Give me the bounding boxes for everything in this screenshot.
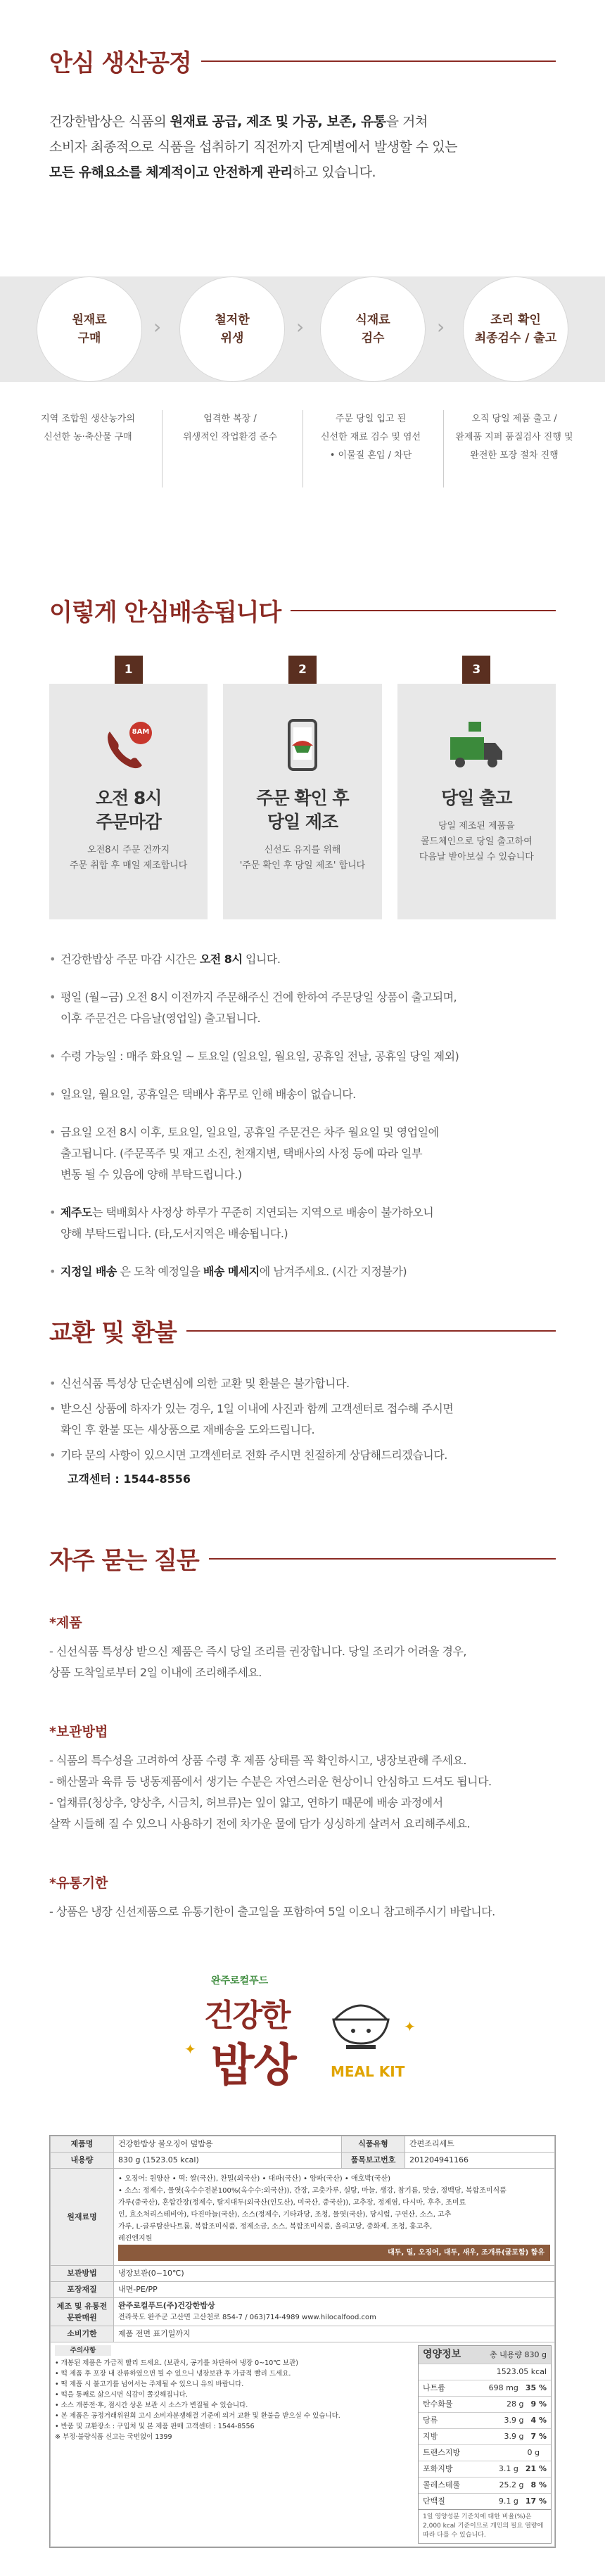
stage-desc-2: 엄격한 복장 / 위생적인 작업환경 준수 xyxy=(183,414,277,442)
faq-heading: *유통기한 xyxy=(49,1875,108,1891)
stage-circle-3: 식재료 검수 xyxy=(320,276,426,382)
faq-storage xyxy=(0,1721,605,1835)
stage-circle-4: 조리 확인 최종검수 / 출고 xyxy=(463,276,568,382)
sparkle-icon: ✦ xyxy=(184,2041,196,2058)
divider xyxy=(162,410,163,487)
nutrition-row: 트랜스지방 0 g xyxy=(419,2444,551,2461)
logo-top-text: 완주로컬푸드 xyxy=(211,1975,269,1987)
label-value: 간편조리세트 xyxy=(405,2136,554,2153)
refund-section xyxy=(0,1313,605,1348)
faq-heading: *제품 xyxy=(49,1615,82,1631)
stage-circle-1: 원재료 구매 xyxy=(37,276,142,382)
nutrition-facts: 영양정보 총 내용량 830 g 1523.05 kcal 나트륨 698 mg 35 % 탄수화물 28 g 9 % 당류 3.9 g 4 % 지방 3.9 g 7 % 트랜스지방 0 g 포화지방 3.1 g 21 % 콜레스테롤 25.2 g 8 % 단백질 9.1 g 17 % 1일 영양성분 기준치에 대한 비율(%)은 2,000 kcal 기준이므로 개인의 필요 열량에 따라 다를 수 있습니다. xyxy=(418,2345,552,2544)
divider xyxy=(201,60,556,62)
delivery-section xyxy=(0,593,605,627)
refund-header xyxy=(49,1313,556,1348)
nutrition-row: 나트륨 698 mg 35 % xyxy=(419,2380,551,2396)
nutrition-row: 탄수화물 28 g 9 % xyxy=(419,2396,551,2412)
label-value: 완주로컬푸드(주)건강한밥상 전라북도 완주군 고산면 고산천로 854-7 / 063)714-4989 www.hilocalfood.com xyxy=(114,2298,555,2326)
production-section xyxy=(0,0,605,185)
list-item: • 평일 (월~금) 오전 8시 이전까지 주문해주신 건에 한하여 주문당일 상품이 출고되며, 이후 주문건은 다음날(영업일) 출고됩니다. xyxy=(49,987,556,1029)
label-value: 건강한밥상 불오징어 덮밥용 xyxy=(114,2136,342,2153)
sparkle-icon: ✦ xyxy=(404,2018,416,2035)
process-diagram xyxy=(0,185,605,579)
clock-badge: 8AM xyxy=(132,728,150,736)
step-desc: 당일 제조된 제품을 콜드체인으로 당일 출고하여 다음날 받아보실 수 있습니다 xyxy=(419,821,534,862)
production-header xyxy=(49,44,556,78)
stage-desc-4: 오직 당일 제품 출고 / 완제품 지퍼 품질검사 진행 및 완전한 포장 절차 진행 xyxy=(455,414,573,461)
step-number: 3 xyxy=(462,656,490,684)
label-value: 830 g (1523.05 kcal) xyxy=(114,2153,342,2169)
delivery-truck-icon xyxy=(445,718,508,774)
step-number: 1 xyxy=(115,656,143,684)
list-item: • 기타 문의 사항이 있으시면 고객센터로 전화 주시면 친절하게 상담해드리겠습니다. xyxy=(49,1445,556,1466)
arrow-icon: › xyxy=(437,315,445,338)
faq-expiry xyxy=(0,1873,605,1923)
faq-header xyxy=(49,1541,556,1576)
divider xyxy=(186,1330,556,1332)
divider xyxy=(302,410,303,487)
stage-desc-3: 주문 당일 입고 된 신선한 재료 검수 및 염선 • 이물질 혼입 / 차단 xyxy=(320,414,421,461)
nutrition-row: 포화지방 3.1 g 21 % xyxy=(419,2461,551,2477)
production-lead: 건강한밥상은 식품의 원재료 공급, 제조 및 가공, 보존, 유통을 거쳐 소비자 최종적으로 식품을 섭취하기 직전까지 단계별에서 발생할 수 있는 모든 유해요소를 체계적이고 안전하게 관리하고 있습니다. xyxy=(49,114,457,180)
step-title: 당일 출고 xyxy=(441,788,512,808)
delivery-notes xyxy=(0,949,605,1282)
delivery-step-1 xyxy=(49,656,208,919)
label-key: 식품유형 xyxy=(341,2136,405,2153)
list-item: • 제주도는 택배회사 사정상 하루가 꾸준히 지연되는 지역으로 배송이 불가하오니 양해 부탁드립니다. (타,도서지역은 배송됩니다.) xyxy=(49,1202,556,1244)
logo-sub: MEAL KIT xyxy=(331,2063,405,2080)
step-title: 주문 확인 후 당일 제조 xyxy=(256,788,349,832)
label-key: 소비기한 xyxy=(51,2326,114,2342)
meal-kit-logo xyxy=(0,1956,605,2111)
customer-center: 고객센터 : 1544-8556 xyxy=(68,1472,191,1486)
mobile-order-icon xyxy=(271,718,334,774)
step-desc: 신선도 유지를 위해 '주문 확인 후 당일 제조' 합니다 xyxy=(239,845,366,871)
label-key: 포장재질 xyxy=(51,2282,114,2298)
logo-main-1: 건강한 xyxy=(204,1998,290,2034)
label-value: 201204941166 xyxy=(405,2153,554,2169)
faq-heading: *보관방법 xyxy=(49,1724,108,1740)
list-item: • 건강한밥상 주문 마감 시간은 오전 8시 입니다. xyxy=(49,949,556,970)
nutrition-row: 단백질 9.1 g 17 % xyxy=(419,2493,551,2509)
delivery-steps xyxy=(0,656,605,919)
label-key: 내용량 xyxy=(51,2153,114,2169)
stage-desc-1: 지역 조합원 생산농가의 신선한 농·축산물 구매 xyxy=(41,414,135,442)
logo-main-2: 밥상 xyxy=(211,2040,295,2092)
product-label xyxy=(49,2135,556,2548)
nutrition-row: 당류 3.9 g 4 % xyxy=(419,2412,551,2428)
list-item: • 받으신 상품에 하자가 있는 경우, 1일 이내에 사진과 함께 고객센터로 접수해 주시면 확인 후 환불 또는 새상품으로 재배송을 도와드립니다. xyxy=(49,1398,556,1441)
divider xyxy=(209,1558,556,1560)
divider xyxy=(443,410,444,487)
allergy-bar: 대두, 밀, 오징어, 대두, 새우, 조개류(굴포함) 함유 xyxy=(118,2245,550,2261)
delivery-step-3 xyxy=(397,656,556,919)
list-item: • 금요일 오전 8시 이후, 토요일, 일요일, 공휴일 주문건은 차주 월요일 및 영업일에 출고됩니다. (주문폭주 및 재고 소진, 천재지변, 택배사의 사정 등에 따라 일부 변동 될 수 있음에 양해 부탁드립니다.) xyxy=(49,1122,556,1185)
ingredients: • 오징어: 원양산 • 떡: 쌀(국산), 찬밀(외국산) • 대파(국산) • 양파(국산) • 애호박(국산) • 소스: 정제수, 물엿(옥수수전분100%(옥수수:외국산)), 간장, 고춧가루, 설탕, 마늘, 생강, 참기름, 맛술, 정백당, 복합조미식품 가루(중국산), 혼합간장(정제수, 탈지대두(외국산(인도산), 미국산, 중국산)), 고추장, 정제염, 다시마, 후추, 조미료 인, 효소처리스테비아), 다진마늘(국산), 소스(정제수, 기타과당, 조청, 물엿(국산), 당시럽, 구연산, 소스, 고추 가루, L-글루탐산나트륨, 복합조미식품, 정제소금, 소스, 복합조미식품, 올리고당, 중화제, 조청, 홍고추, 레진엔지원 대두, 밀, 오징어, 대두, 새우, 조개류(굴포함) 함유 xyxy=(114,2169,555,2266)
label-value: 내면-PE/PP xyxy=(114,2282,555,2298)
list-item: • 일요일, 월요일, 공휴일은 택배사 휴무로 인해 배송이 없습니다. xyxy=(49,1084,556,1105)
rice-bowl-icon xyxy=(331,1994,391,2051)
delivery-header xyxy=(49,593,556,627)
nutrition-footnote: 1일 영양성분 기준치에 대한 비율(%)은 2,000 kcal 기준이므로 개인의 필요 열량에 따라 다를 수 있습니다. xyxy=(419,2509,551,2543)
stage-circle-2: 철저한 위생 xyxy=(179,276,285,382)
faq-text: - 식품의 특수성을 고려하여 상품 수령 후 제품 상태를 꼭 확인하시고, 냉장보관해 주세요. - 해산물과 육류 등 냉동제품에서 생기는 수분은 자연스러운 현상이니 안심하고 드셔도 됩니다. - 업채류(청상추, 양상추, 시금치, 허브류)는 잎이 얇고, 연하기 때문에 배송 과정에서 살짝 시들해 질 수 있으니 사용하기 전에 차가운 물에 담가 싱싱하게 살려서 요리해주세요. xyxy=(49,1754,492,1830)
arrow-icon: › xyxy=(153,315,162,338)
faq-text: - 상품은 냉장 신선제품으로 유통기한이 출고일을 포함하여 5일 이오니 참고해주시기 바랍니다. xyxy=(49,1905,495,1918)
faq-title: 자주 묻는 질문 xyxy=(49,1547,199,1575)
list-item: • 신선식품 특성상 단순변심에 의한 교환 및 환불은 불가합니다. xyxy=(49,1373,556,1394)
faq-section xyxy=(0,1541,605,1576)
production-title: 안심 생산공정 xyxy=(49,49,191,77)
delivery-step-2 xyxy=(223,656,381,919)
list-item: • 수령 가능일 : 매주 화요일 ~ 토요일 (일요일, 월요일, 공휴일 전날, 공휴일 당일 제외) xyxy=(49,1046,556,1067)
faq-product xyxy=(0,1612,605,1683)
step-desc: 오전8시 주문 건까지 주문 취합 후 매일 제조합니다 xyxy=(70,845,188,871)
step-title: 오전 8시 주문마감 xyxy=(95,788,162,832)
nutrition-row: 지방 3.9 g 7 % xyxy=(419,2428,551,2444)
label-key: 제품명 xyxy=(51,2136,114,2153)
label-key: 제조 및 유통전문판매원 xyxy=(51,2298,114,2326)
delivery-title: 이렇게 안심배송됩니다 xyxy=(49,599,281,627)
label-value: 냉장보관(0~10℃) xyxy=(114,2266,555,2282)
label-key: 주의사항 xyxy=(55,2345,111,2356)
refund-list xyxy=(0,1373,605,1466)
divider xyxy=(291,610,556,611)
arrow-icon: › xyxy=(296,315,305,338)
label-key: 품목보고번호 xyxy=(341,2153,405,2169)
label-key: 원재료명 xyxy=(51,2169,114,2266)
faq-text: - 신선식품 특성상 받으신 제품은 즉시 당일 조리를 권장합니다. 당일 조리가 어려울 경우, 상품 도착일로부터 2일 이내에 조리해주세요. xyxy=(49,1645,466,1679)
label-value: 제품 전면 표기일까지 xyxy=(114,2326,555,2342)
label-key: 보관방법 xyxy=(51,2266,114,2282)
nutrition-row: 콜레스테롤 25.2 g 8 % xyxy=(419,2477,551,2493)
caution-block: 주의사항 • 개봉된 제품은 가급적 빨리 드세요. (보관시, 공기를 차단하여 냉장 0~10℃ 보관) • 떡 제품 후 포장 내 잔류하였으면 될 수 있으니 냉장보관 후 가급적 빨리 드세요. • 떡 제품 시 불고기를 넘어서는 주제될 수 있으니 유의 바랍니다. • 떡을 통째로 삶으시면 식감이 쫄깃해집니다. • 소스 개봉전·후, 점시간 상온 보관 시 소스가 변질될 수 있습니다. • 본 제품은 공정거래위원회 고시 소비자분쟁해결 기준에 의거 교환 및 환불을 받으실 수 있습니다. • 반품 및 교환장소 : 구입처 및 본 제품 판매 고객센터 : 1544-8556 ※ 부정·불량식품 신고는 국번없이 1399 xyxy=(55,2347,340,2441)
list-item: • 지정일 배송 은 도착 예정일을 배송 메세지에 남겨주세요. (시간 지정불가) xyxy=(49,1261,556,1282)
phone-clock-icon xyxy=(97,718,160,774)
step-number: 2 xyxy=(288,656,317,684)
refund-title: 교환 및 환불 xyxy=(49,1319,177,1347)
